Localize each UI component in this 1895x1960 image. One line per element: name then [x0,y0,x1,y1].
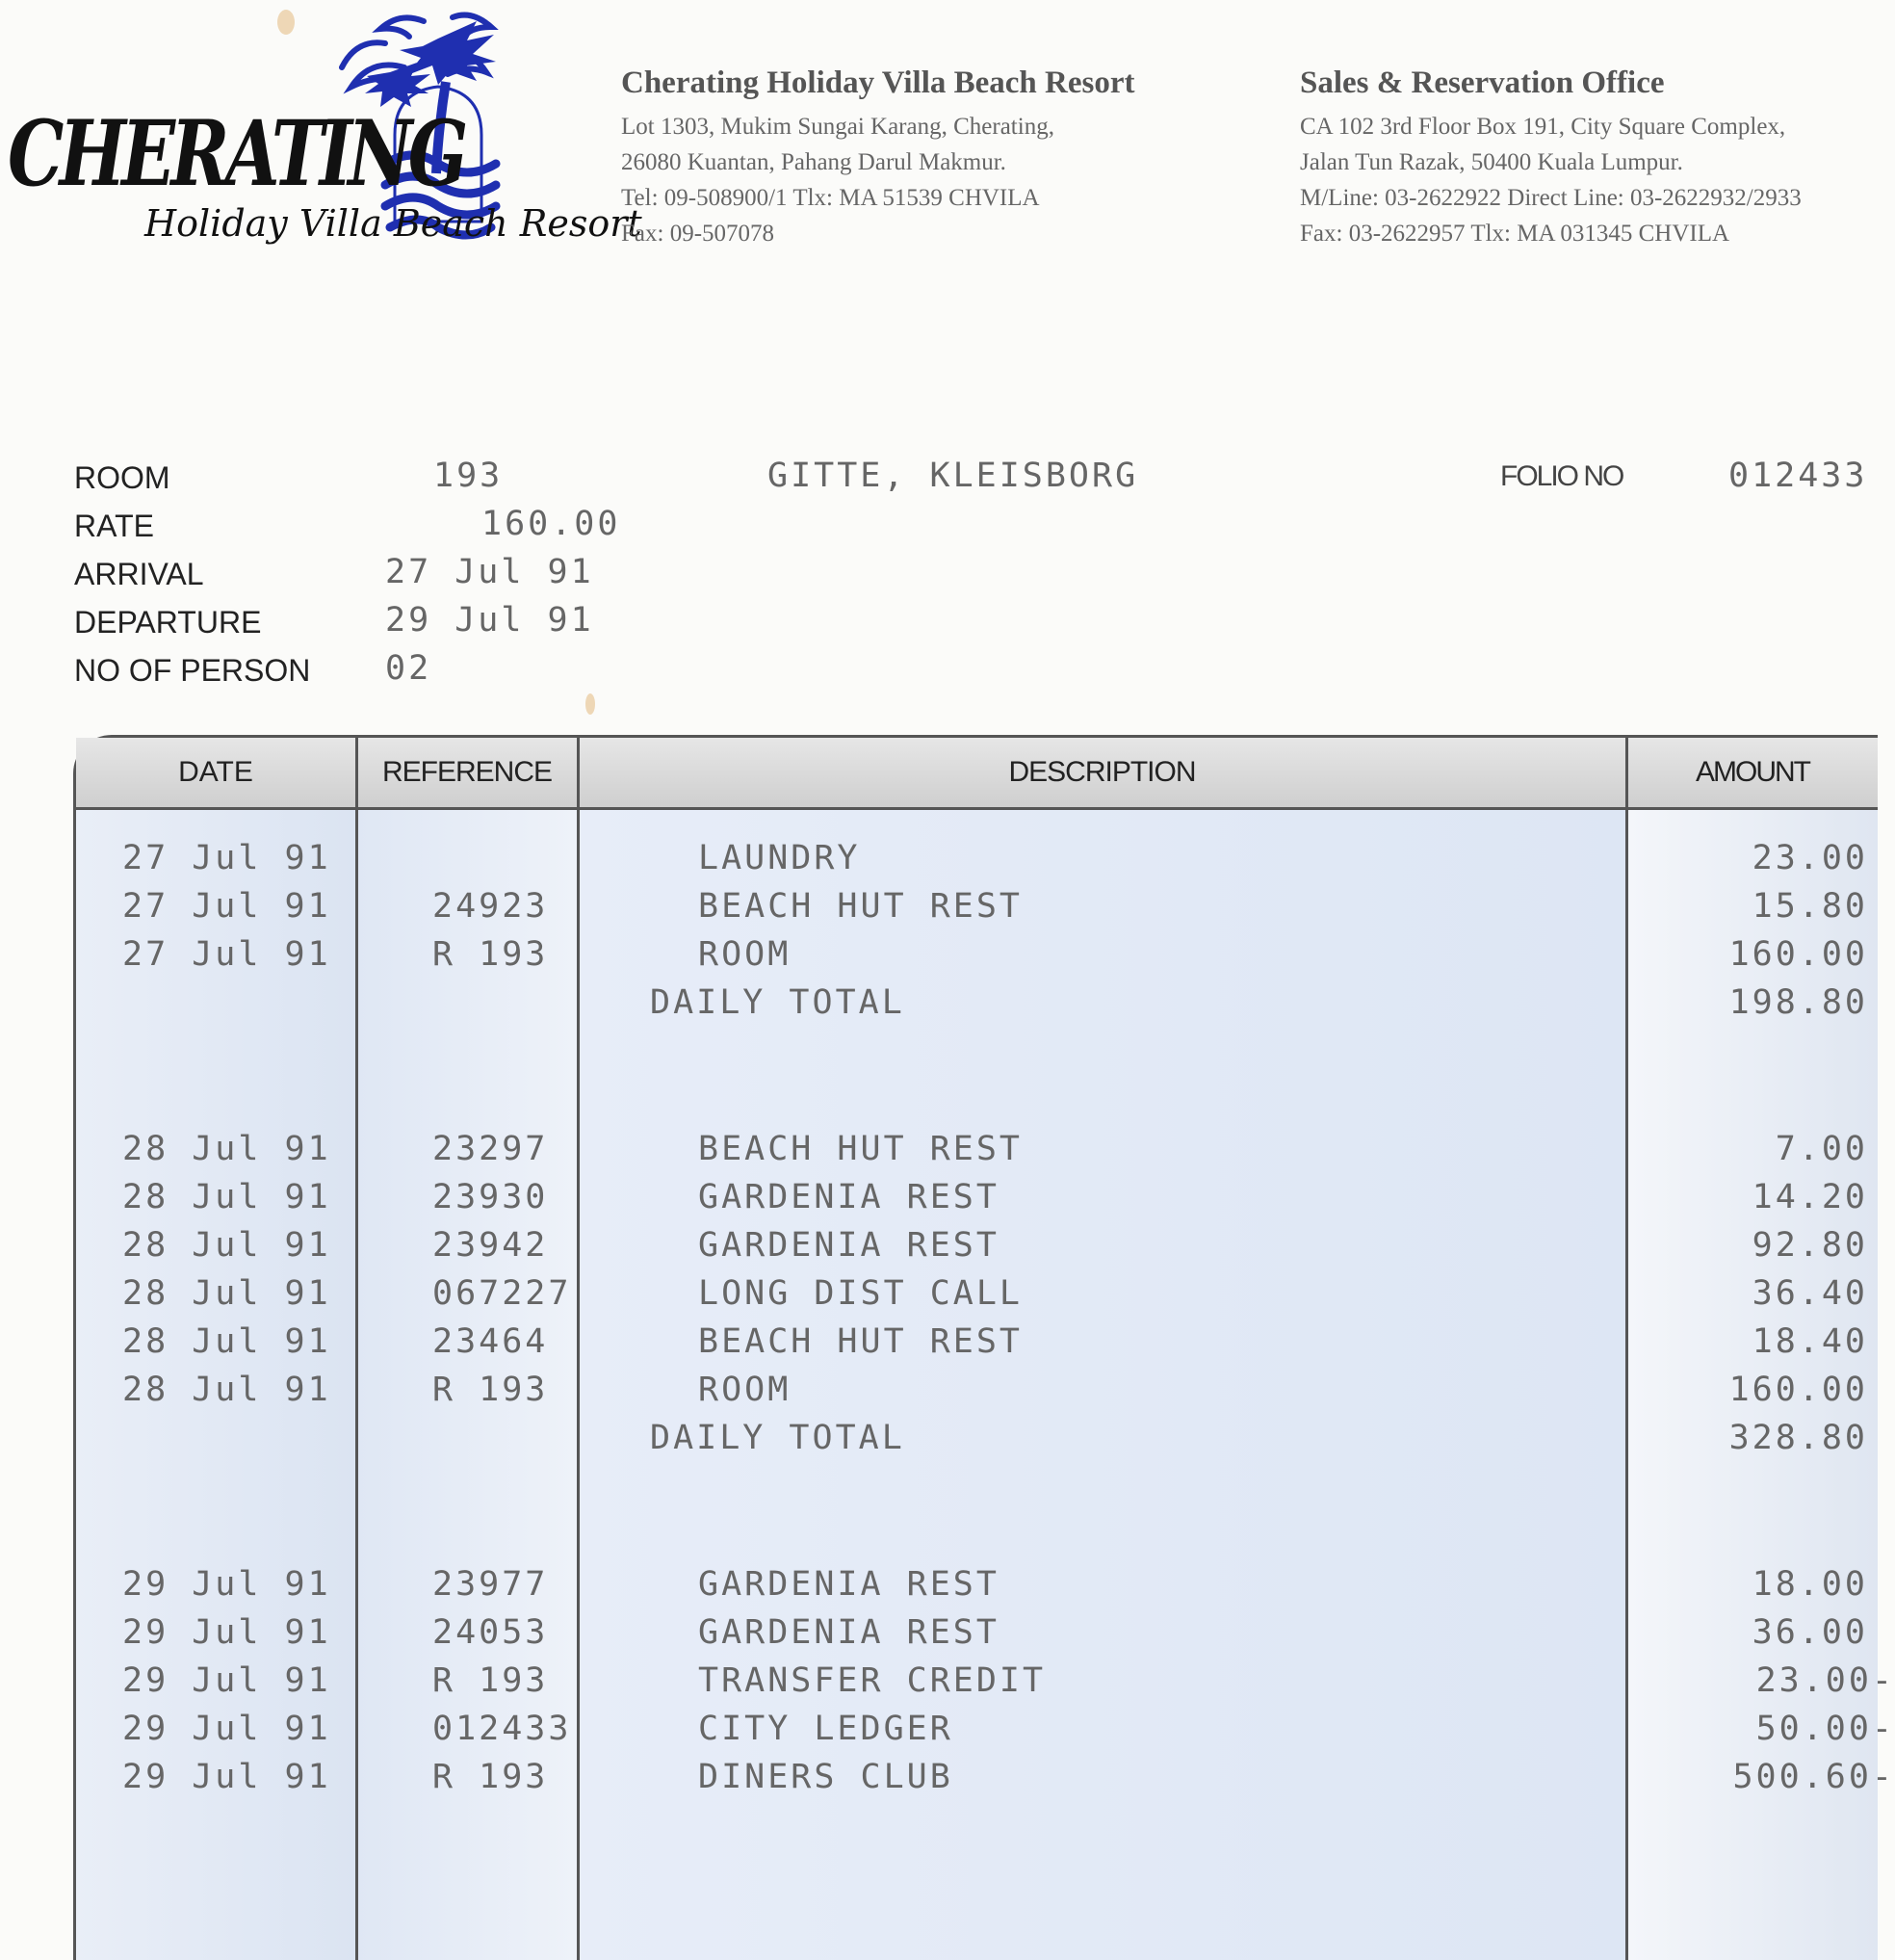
daily-total-row [76,983,1878,1032]
row-reference: 24053 [432,1613,549,1652]
departure-value: 29 Jul 91 [385,601,594,640]
row-date: 28 Jul 91 [122,1178,331,1216]
row-description: ROOM [698,1371,792,1409]
paper-stain [277,10,295,35]
row-description: LONG DIST CALL [698,1274,1024,1313]
row-description: DAILY TOTAL [650,983,905,1022]
row-description: DINERS CLUB [698,1758,953,1796]
sales-phone-line: M/Line: 03-2622922 Direct Line: 03-2622932/2933 [1300,185,1802,211]
row-amount: 7.00 [1775,1130,1868,1168]
table-row [76,1371,1878,1419]
arrival-label: ARRIVAL [74,557,204,591]
table-row [76,1226,1878,1274]
row-amount: 92.80 [1752,1226,1868,1265]
guest-name: GITTE, KLEISBORG [767,457,1139,495]
row-date: 29 Jul 91 [122,1613,331,1652]
row-amount: 50.00- [1755,1710,1895,1748]
table-row [76,1178,1878,1226]
resort-address-line: Lot 1303, Mukim Sungai Karang, Cherating, [621,114,1054,140]
logo-brand-text: CHERATING [8,101,464,207]
table-header [76,738,1878,810]
table-row [76,1322,1878,1371]
row-amount: 23.00 [1752,839,1868,877]
row-reference: 067227 [432,1274,572,1313]
arrival-value: 27 Jul 91 [385,553,594,591]
row-date: 28 Jul 91 [122,1226,331,1265]
folio-label: FOLIO NO [1500,460,1623,492]
departure-label: DEPARTURE [74,605,262,640]
row-description: GARDENIA REST [698,1565,999,1604]
resort-fax-line: Fax: 09-507078 [621,221,775,247]
row-amount: 18.40 [1752,1322,1868,1361]
row-reference: 23977 [432,1565,549,1604]
row-reference: 23464 [432,1322,549,1361]
daily-total-row [76,1419,1878,1467]
row-date: 28 Jul 91 [122,1130,331,1168]
row-amount: 198.80 [1728,983,1868,1022]
row-reference: 24923 [432,887,549,926]
row-reference: R 193 [432,935,549,974]
table-row [76,887,1878,935]
room-label: ROOM [74,460,170,495]
row-date: 29 Jul 91 [122,1758,331,1796]
table-row [76,1130,1878,1178]
resort-name: Cherating Holiday Villa Beach Resort [621,65,1135,100]
rate-label: RATE [74,509,154,543]
row-amount: 18.00 [1752,1565,1868,1604]
row-amount: 36.00 [1752,1613,1868,1652]
folio-table [73,735,1895,1960]
sales-address-line: CA 102 3rd Floor Box 191, City Square Complex, [1300,114,1786,140]
room-value: 193 [433,457,504,495]
sales-fax-line: Fax: 03-2622957 Tlx: MA 031345 CHVILA [1300,221,1730,247]
persons-value: 02 [385,649,432,688]
row-date: 27 Jul 91 [122,839,331,877]
row-amount: 36.40 [1752,1274,1868,1313]
row-amount: 14.20 [1752,1178,1868,1216]
sales-address-line: Jalan Tun Razak, 50400 Kuala Lumpur. [1300,149,1683,175]
amount-header: AMOUNT [1696,756,1809,788]
table-row [76,1758,1895,1806]
row-date: 29 Jul 91 [122,1710,331,1748]
row-amount: 23.00- [1755,1661,1895,1700]
table-row [76,1274,1878,1322]
row-description: BEACH HUT REST [698,1130,1024,1168]
table-row [76,1565,1878,1613]
persons-label: NO OF PERSON [74,653,311,688]
table-row [76,1661,1895,1710]
row-amount: 500.60- [1732,1758,1895,1796]
row-description: LAUNDRY [698,839,861,877]
row-amount: 160.00 [1728,935,1868,974]
date-header: DATE [178,756,253,788]
row-date: 27 Jul 91 [122,887,331,926]
description-header: DESCRIPTION [1008,756,1196,788]
sales-office-block [1300,65,1875,251]
row-reference: 012433 [432,1710,572,1748]
row-description: BEACH HUT REST [698,1322,1024,1361]
row-reference: R 193 [432,1758,549,1796]
row-date: 28 Jul 91 [122,1322,331,1361]
row-date: 28 Jul 91 [122,1274,331,1313]
resort-address-block [621,65,1199,251]
row-date: 29 Jul 91 [122,1565,331,1604]
resort-phone-line: Tel: 09-508900/1 Tlx: MA 51539 CHVILA [621,185,1040,211]
row-reference: 23930 [432,1178,549,1216]
resort-logo [0,0,642,279]
row-description: BEACH HUT REST [698,887,1024,926]
resort-address-line: 26080 Kuantan, Pahang Darul Makmur. [621,149,1006,175]
row-description: CITY LEDGER [698,1710,953,1748]
row-reference: R 193 [432,1661,549,1700]
table-row [76,1710,1895,1758]
row-date: 27 Jul 91 [122,935,331,974]
row-description: DAILY TOTAL [650,1419,905,1457]
row-description: GARDENIA REST [698,1226,999,1265]
row-description: ROOM [698,935,792,974]
row-reference: R 193 [432,1371,549,1409]
folio-number: 012433 [1728,457,1868,495]
row-amount: 15.80 [1752,887,1868,926]
row-amount: 328.80 [1728,1419,1868,1457]
paper-stain [585,693,595,715]
row-amount: 160.00 [1728,1371,1868,1409]
table-row [76,1613,1878,1661]
logo-subtitle-text: Holiday Villa Beach Resort [144,202,642,245]
row-description: TRANSFER CREDIT [698,1661,1047,1700]
sales-office-name: Sales & Reservation Office [1300,65,1665,100]
row-description: GARDENIA REST [698,1178,999,1216]
row-reference: 23297 [432,1130,549,1168]
reference-header: REFERENCE [381,756,553,788]
row-date: 28 Jul 91 [122,1371,331,1409]
table-row [76,839,1878,887]
table-row [76,935,1878,983]
row-description: GARDENIA REST [698,1613,999,1652]
row-reference: 23942 [432,1226,549,1265]
rate-value: 160.00 [481,505,621,543]
row-date: 29 Jul 91 [122,1661,331,1700]
